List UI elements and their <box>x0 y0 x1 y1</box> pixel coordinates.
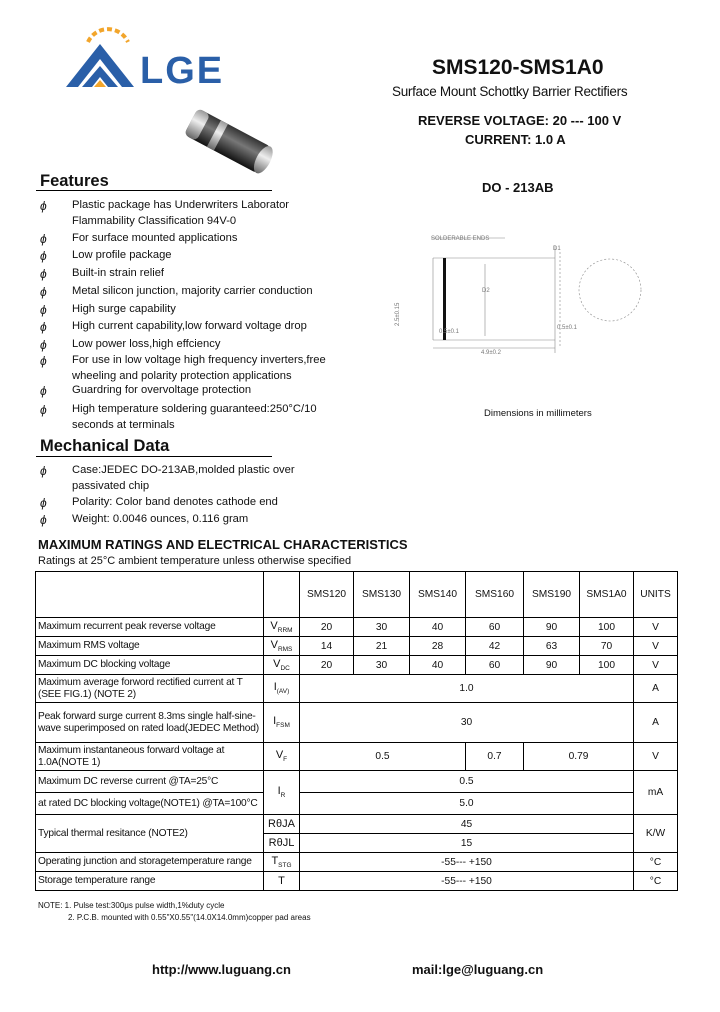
notes <box>38 900 311 924</box>
note-line: NOTE: 1. Pulse test:300μs pulse width,1%duty cycle <box>38 901 225 910</box>
reverse-voltage: REVERSE VOLTAGE: 20 --- 100 V <box>418 113 622 128</box>
logo-text: LGE <box>140 50 225 92</box>
dim-d2-label: D2 <box>482 288 490 294</box>
table-row: Maximum instantaneous forward voltage at 1.0A(NOTE 1) $V_F$ 0.5 0.7 0.79 V <box>36 743 678 771</box>
footer-url[interactable]: http://www.luguang.cn <box>152 962 291 977</box>
ratings-heading: MAXIMUM RATINGS AND ELECTRICAL CHARACTERISTICS <box>38 537 408 552</box>
table-row: Maximum DC blocking voltage $V_{DC}$ 20 30 40 60 90 100 V <box>36 656 678 675</box>
column-header: SMS130 <box>354 572 410 618</box>
table-row: at rated DC blocking voltage(NOTE1) @TA=100°C 5.0 <box>36 793 678 815</box>
dim-body-length: 4.9±0.2 <box>481 350 501 356</box>
table-row: Maximum average forword rectified current at T (SEE FIG.1) (NOTE 2) $I_{(AV)}$ 1.0 A <box>36 675 678 703</box>
table-row: Maximum RMS voltage $V_{RMS}$ 14 21 28 42 63 70 V <box>36 637 678 656</box>
dim-right-label: 0.5±0.1 <box>557 325 577 331</box>
current-rating: CURRENT: 1.0 A <box>465 132 566 147</box>
features-heading: Features <box>40 172 109 190</box>
column-header: SMS120 <box>300 572 354 618</box>
column-header: SMS190 <box>524 572 580 618</box>
column-header: SMS140 <box>410 572 466 618</box>
features-underline <box>36 190 272 191</box>
dim-d1-label: D1 <box>553 246 561 252</box>
table-row: Maximum recurrent peak reverse voltage $V_{RRM}$ 20 30 40 60 90 100 V <box>36 618 678 637</box>
part-subtitle: Surface Mount Schottky Barrier Rectifiers <box>392 84 628 99</box>
table-row: Operating junction and storagetemperature range $T_{STG}$ -55--- +150 °C <box>36 853 678 872</box>
dimension-diagram <box>385 228 645 358</box>
cathode-band <box>443 258 446 340</box>
column-header: SMS1A0 <box>580 572 634 618</box>
logo-triangle-icon <box>66 44 134 87</box>
table-row: Maximum DC reverse current @TA=25°C $I_R$ 0.5 mA <box>36 771 678 793</box>
dim-end-length: 0.5±0.1 <box>439 329 459 335</box>
table-header-row <box>36 572 678 618</box>
logo-sun-icon <box>88 29 128 42</box>
component-image <box>178 100 278 182</box>
ratings-note: Ratings at 25°C ambient temperature unless otherwise specified <box>38 555 352 567</box>
package-name: DO - 213AB <box>482 180 554 195</box>
mechanical-heading: Mechanical Data <box>40 437 170 455</box>
dimensions-note: Dimensions in millimeters <box>484 408 592 419</box>
part-title: SMS120-SMS1A0 <box>432 56 604 79</box>
mechanical-underline <box>36 456 272 457</box>
footer-mail[interactable]: mail:lge@luguang.cn <box>412 962 544 977</box>
ratings-table <box>35 571 678 891</box>
column-header: UNITS <box>634 572 678 618</box>
table-row: Peak forward surge current 8.3ms single half-sine-wave superimposed on rated load(JEDEC Method) $I_{FSM}$ 30 A <box>36 703 678 743</box>
solderable-ends-label: SOLDERABLE ENDS <box>431 236 490 242</box>
table-row: RθJL 15 <box>36 834 678 853</box>
table-row: Storage temperature range T -55--- +150 °C <box>36 872 678 891</box>
column-header: SMS160 <box>466 572 524 618</box>
note-line: 2. P.C.B. mounted with 0.55"X0.55"(14.0X14.0mm)copper pad areas <box>68 913 311 922</box>
dim-diameter-label: 2.5±0.15 <box>395 302 401 326</box>
table-row: Typical thermal resitance (NOTE2) RθJA 45 K/W <box>36 815 678 834</box>
